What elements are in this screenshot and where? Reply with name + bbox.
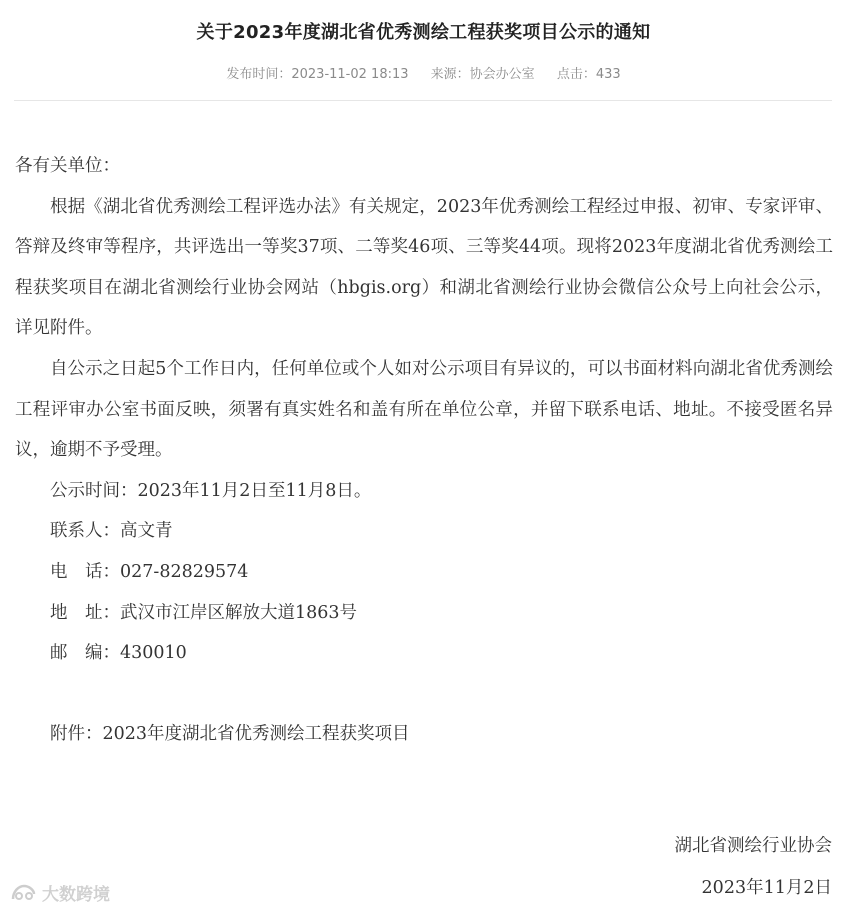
contact-address: 地 址：武汉市江岸区解放大道1863号 [50,602,358,623]
publish-time: 发布时间：2023-11-02 18:13 [226,67,409,82]
contact-phone: 电 话：027-82829574 [50,561,249,582]
paragraph-1: 根据《湖北省优秀测绘工程评选办法》有关规定，2023年优秀测绘工程经过申报、初审、专家评审、答辩及终审等程序，共评选出一等奖37项、二等奖46项、三等奖44项。现将2023年度湖北省优秀测绘工程获奖项目在湖北省测绘行业协会网站（hbgis.org）和湖北省测绘行业协会微信公众号上向社会公示，详见附件。 [15,196,833,339]
spacer [15,674,833,714]
contact-postcode: 邮 编：430010 [50,643,187,664]
signature-org: 湖北省测绘行业协会 [674,836,832,856]
paragraph-2: 自公示之日起5个工作日内，任何单位或个人如对公示项目有异议的，可以书面材料向湖北省优秀测绘工程评审办公室书面反映，须署有真实姓名和盖有所在单位公章，并留下联系电话、地址。不接受匿名异议，逾期不予受理。 [15,358,833,461]
salutation: 各有关单位： [15,156,120,176]
source: 来源：协会办公室 [430,67,535,82]
article-title: 关于2023年度湖北省优秀测绘工程获奖项目公示的通知 [196,22,651,43]
attachment-link[interactable]: 附件：2023年度湖北省优秀测绘工程获奖项目 [50,723,410,744]
header-divider [14,100,832,101]
click-count: 点击：433 [556,67,621,82]
article-body [15,146,833,754]
contact-person: 联系人：高文青 [50,521,173,542]
signature-date: 2023年11月2日 [701,878,832,898]
notice-period: 公示时间：2023年11月2日至11月8日。 [50,480,372,501]
dashu-logo-icon [10,883,38,903]
watermark-text: 大数跨境 [42,885,110,905]
watermark [10,880,110,905]
article-meta [0,63,847,82]
